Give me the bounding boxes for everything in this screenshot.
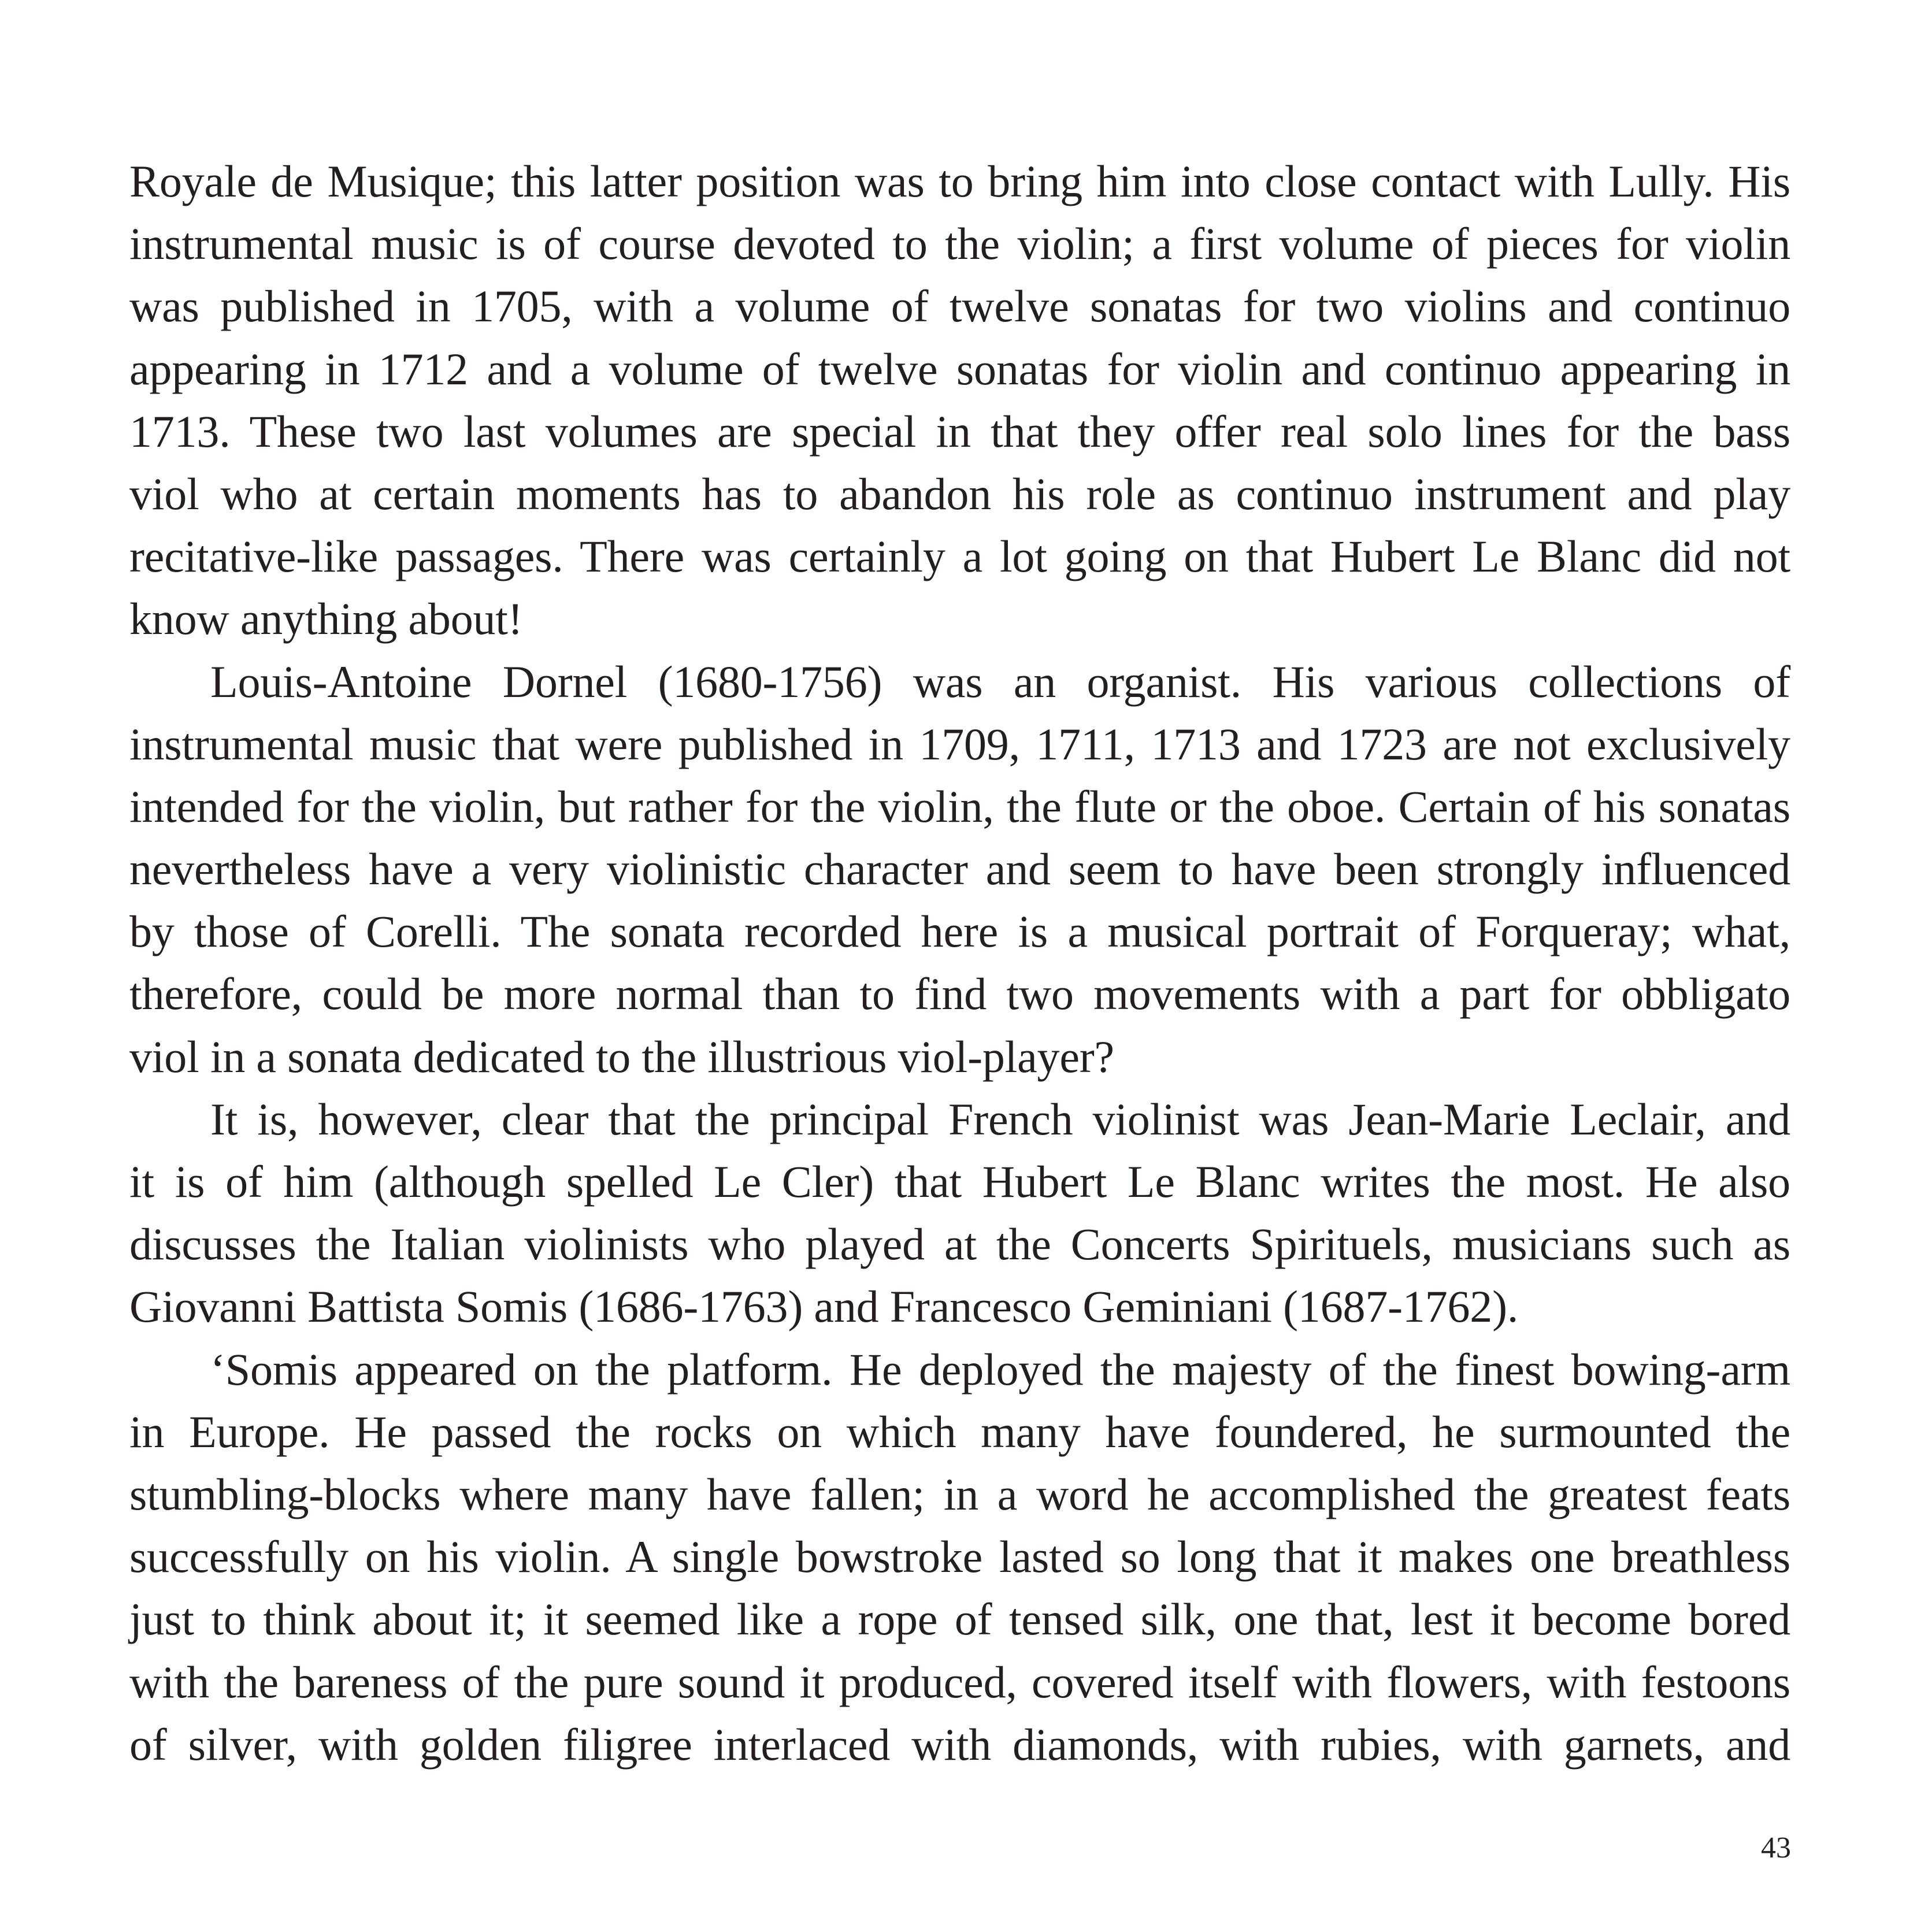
text-line: it is of him (although spelled Le Cler) that Hubert Le Blanc writes the most. He also (129, 1156, 1790, 1207)
text-line: with the bareness of the pure sound it produced, covered itself with flowers, with festoons (129, 1656, 1790, 1707)
text-line: know anything about! (129, 594, 523, 644)
text-line: successfully on his violin. A single bowstroke lasted so long that it makes one breathless (129, 1531, 1790, 1582)
paragraph-first-line: It is, however, clear that the principal French violinist was Jean-Marie Leclair, and (210, 1093, 1790, 1144)
text-line: therefore, could be more normal than to find two movements with a part for obbligato (129, 969, 1790, 1019)
text-line: discusses the Italian violinists who played at the Concerts Spirituels, musicians such as (129, 1219, 1790, 1270)
text-line: intended for the violin, but rather for the violin, the flute or the oboe. Certain of his sonatas (129, 781, 1790, 832)
text-line: by those of Corelli. The sonata recorded here is a musical portrait of Forqueray; what, (129, 906, 1790, 957)
text-line: instrumental music that were published in 1709, 1711, 1713 and 1723 are not exclusively (129, 718, 1790, 769)
text-line: was published in 1705, with a volume of twelve sonatas for two violins and continuo (129, 281, 1790, 332)
text-line: stumbling-blocks where many have fallen; in a word he accomplished the greatest feats (129, 1469, 1790, 1519)
text-line: nevertheless have a very violinistic character and seem to have been strongly influenced (129, 844, 1790, 895)
text-line: Royale de Musique; this latter position was to bring him into close contact with Lully. His (129, 156, 1790, 206)
text-line: instrumental music is of course devoted to the violin; a first volume of pieces for violin (129, 218, 1790, 269)
text-line: 1713. These two last volumes are special in that they offer real solo lines for the bass (129, 406, 1790, 457)
paragraph-first-line: Louis-Antoine Dornel (1680-1756) was an organist. His various collections of (210, 656, 1790, 707)
text-line: appearing in 1712 and a volume of twelve sonatas for violin and continuo appearing in (129, 343, 1790, 394)
paragraph-first-line: ‘Somis appeared on the platform. He deployed the majesty of the finest bowing-arm (210, 1344, 1790, 1395)
text-line: recitative-like passages. There was certainly a lot going on that Hubert Le Blanc did not (129, 531, 1790, 582)
text-line: viol who at certain moments has to abandon his role as continuo instrument and play (129, 468, 1790, 519)
body-text (129, 150, 1790, 1776)
text-line: of silver, with golden filigree interlaced with diamonds, with rubies, with garnets, and (129, 1719, 1790, 1770)
text-line: in Europe. He passed the rocks on which many have foundered, he surmounted the (129, 1406, 1790, 1457)
text-line: just to think about it; it seemed like a rope of tensed silk, one that, lest it become bored (129, 1594, 1790, 1645)
page-number: 43 (1761, 1831, 1791, 1864)
text-line: viol in a sonata dedicated to the illustrious viol-player? (129, 1031, 1114, 1082)
text-line: Giovanni Battista Somis (1686-1763) and Francesco Geminiani (1687-1762). (129, 1281, 1519, 1332)
